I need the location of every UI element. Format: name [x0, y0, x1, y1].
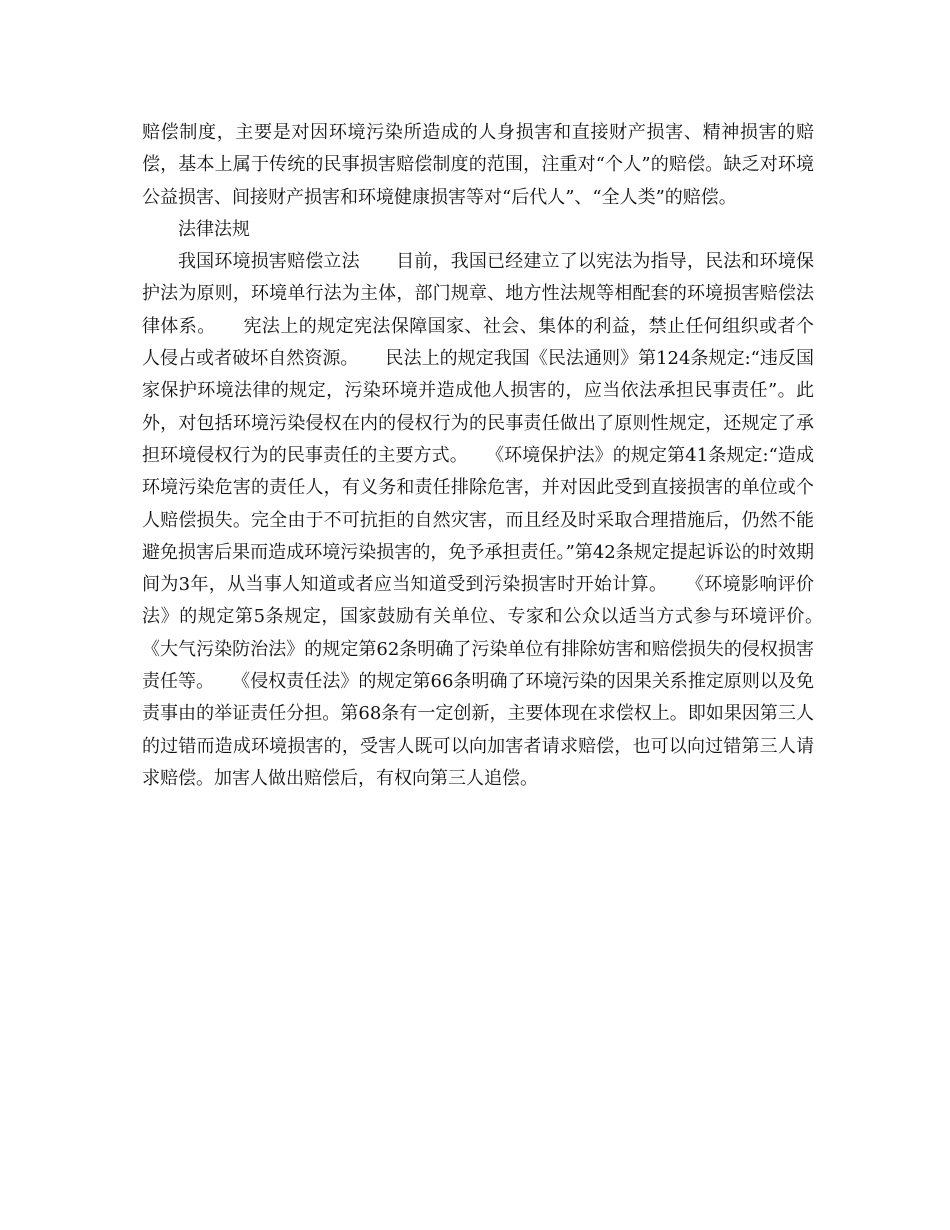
document-page	[142, 117, 850, 795]
section-heading-laws: 法律法规	[178, 218, 250, 240]
paragraph-legislation: 我国环境损害赔偿立法 目前，我国已经建立了以宪法为指导，民法和环境保护法为原则，环境单行法为主体，部门规章、地方性法规等相配套的环境损害赔偿法律体系。 宪法上的规定宪法保障国家、社会、集体的利益，禁止任何组织或者个人侵占或者破坏自然资源。 民法上的规定我国《民法通则》第124条规定:“违反国家保护环境法律的规定，污染环境并造成他人损害的，应当依法承担民事责任”。此外，对包括环境污染侵权在内的侵权行为的民事责任做出了原则性规定，还规定了承担环境侵权行为的民事责任的主要方式。 《环境保护法》的规定第41条规定:“造成环境污染危害的责任人，有义务和责任排除危害，并对因此受到直接损害的单位或个人赔偿损失。完全由于不可抗拒的自然灾害，而且经及时采取合理措施后，仍然不能避免损害后果而造成环境污染损害的，免予承担责任。”第42条规定提起诉讼的时效期间为3年，从当事人知道或者应当知道受到污染损害时开始计算。 《环境影响评价法》的规定第5条规定，国家鼓励有关单位、专家和公众以适当方式参与环境评价。 《大气污染防治法》的规定第62条明确了污染单位有排除妨害和赔偿损失的侵权损害责任等。 《侵权责任法》的规定第66条明确了环境污染的因果关系推定原则以及免责事由的举证责任分担。第68条有一定创新，主要体现在求偿权上。即如果因第三人的过错而造成环境损害的，受害人既可以向加害者请求赔偿，也可以向过错第三人请求赔偿。加害人做出赔偿后，有权向第三人追偿。	[142, 251, 850, 789]
paragraph-compensation-system: 赔偿制度，主要是对因环境污染所造成的人身损害和直接财产损害、精神损害的赔偿，基本上属于传统的民事损害赔偿制度的范围，注重对“个人”的赔偿。缺乏对环境公益损害、间接财产损害和环境健康损害等对“后代人”、“全人类”的赔偿。	[142, 122, 814, 208]
